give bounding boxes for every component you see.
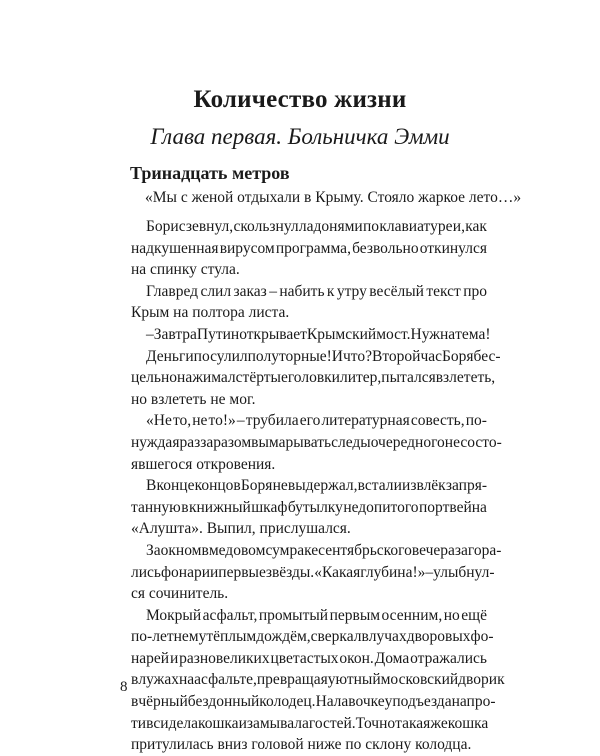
text-line: За окном в медовом сумраке сентябрьского вечера загора-	[146, 541, 502, 559]
text-line: Главред слил заказ – набить к утру весёлый текст про	[146, 282, 487, 300]
text-line: нуждая раз за разом вымарывать следы очередного несосто-	[131, 433, 502, 451]
section-title: Тринадцать метров	[130, 163, 290, 183]
text-line: танную в книжный шкаф бутылку недопитого портвейна	[131, 498, 487, 516]
text-line: в лужах на асфальте, превращая уютный московский дворик	[131, 671, 505, 689]
text-line: по-летнему тёплым дождём, сверкал в лучах дворовых фо-	[131, 628, 494, 646]
text-line: на спинку стула.	[131, 261, 240, 279]
text-line: надкушенная вирусом программа, безвольно откинулся	[131, 239, 487, 257]
book-title: Количество жизни	[193, 86, 407, 113]
text-line: В конце концов Боря не выдержал, встал и извлёк запря-	[146, 477, 487, 495]
text-line: ся сочинитель.	[131, 585, 229, 603]
text-line: Мокрый асфальт, промытый первым осенним, но ещё	[146, 606, 487, 624]
text-line: Крым на полтора листа.	[131, 304, 290, 322]
text-line: цельно нажимал стёртые головки литер, пытался взлететь,	[131, 369, 496, 387]
text-line: «Не то, не то!» – трубила его литературная совесть, по-	[146, 412, 487, 430]
text-line: «Алушта». Выпил, прислушался.	[131, 520, 351, 538]
chapter-title: Глава первая. Больничка Эмми	[150, 124, 450, 149]
body-text	[131, 216, 505, 756]
text-line: Деньги посулил полуторные! И что? Второй час Боря бес-	[146, 347, 501, 365]
text-line: явшегося откровения.	[131, 455, 276, 473]
text-line: Борис зевнул, скользнул ладонями по клавиатуре и, как	[146, 218, 487, 235]
text-line: притулилась вниз головой ниже по склону колодца.	[131, 736, 472, 754]
text-line: нарей и разновеликих цветастых окон. Дома отражались	[131, 649, 487, 667]
epigraph: «Мы с женой отдыхали в Крыму. Стояло жаркое лето…»	[145, 189, 522, 206]
text-line: – Завтра Путин открывает Крымский мост. Нужна тема!	[146, 325, 491, 343]
text-line: лись фонари и первые звёзды. «Какая глубина!» – улыбнул-	[131, 563, 495, 581]
text-line: тив сидела кошка и замывала гостей. Точно такая же кошка	[131, 714, 489, 732]
page-number: 8	[120, 679, 128, 695]
text-line: но взлететь не мог.	[131, 390, 256, 408]
text-line: в чёрный бездонный колодец. На лавочке у подъезда напро-	[131, 693, 496, 711]
